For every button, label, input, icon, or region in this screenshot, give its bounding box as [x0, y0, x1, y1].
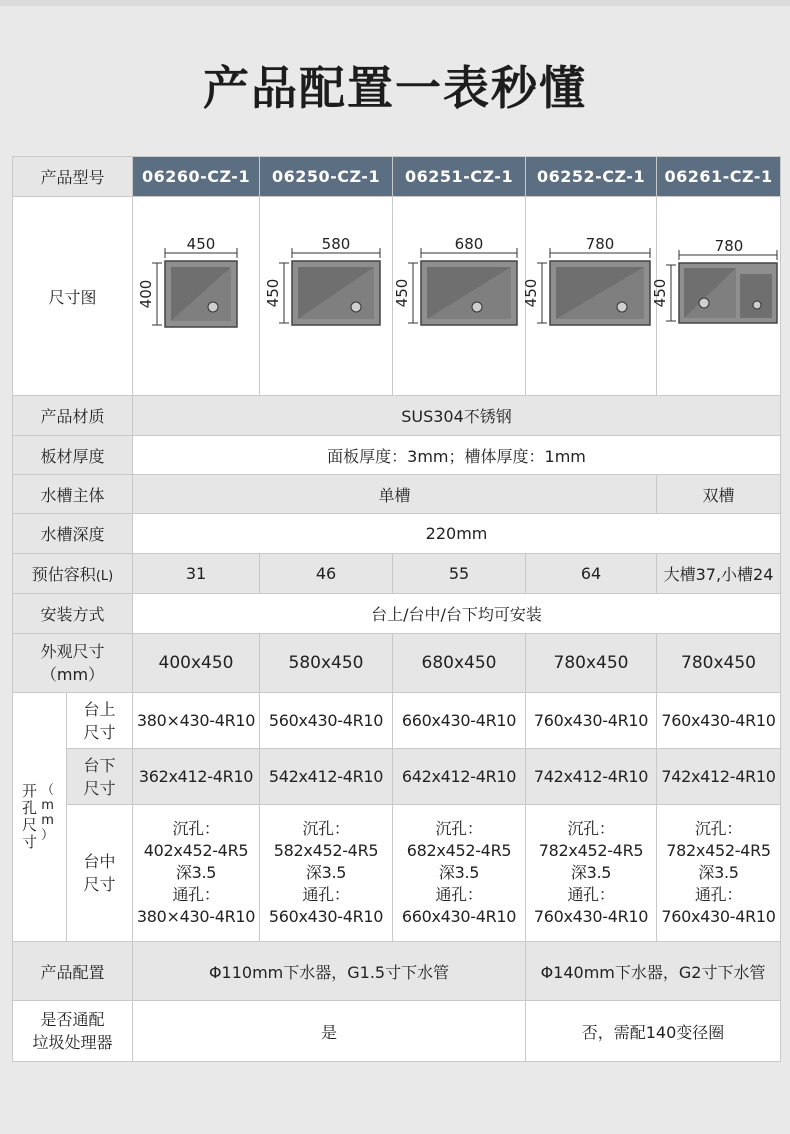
- outer-size-3: 780x450: [526, 634, 657, 693]
- hole-under-4: 742x412-4R10: [657, 749, 781, 805]
- label-hole-top: 台上 尺寸: [67, 693, 133, 749]
- volume-4: 大槽37,小槽24: [657, 554, 781, 594]
- drawing-height-2: 450: [393, 278, 412, 308]
- row-hole-under: [13, 749, 781, 805]
- top-strip: [0, 0, 790, 6]
- label-drawing: 尺寸图: [13, 197, 133, 396]
- label-hole-flush: 台中 尺寸: [67, 805, 133, 942]
- row-model: [13, 157, 781, 197]
- drawing-height-1: 450: [264, 278, 283, 308]
- outer-size-2: 680x450: [393, 634, 526, 693]
- drawing-cell-3: [522, 197, 657, 396]
- row-install: [13, 594, 781, 634]
- label-hole-unit: （ m m ）: [41, 783, 55, 843]
- drawing-cell-0: [133, 197, 260, 396]
- disposal-b: 否，需配140变径圈: [526, 1001, 781, 1062]
- label-outer-size-l2: （mm）: [40, 665, 105, 684]
- disposal-a: 是: [133, 1001, 526, 1062]
- hole-flush-3: 沉孔： 782x452-4R5 深3.5 通孔： 760x430-4R10: [526, 805, 657, 942]
- hole-top-2: 660x430-4R10: [393, 693, 526, 749]
- depth-value: 220mm: [133, 514, 781, 554]
- model-3: 06252-CZ-1: [526, 157, 657, 197]
- model-4: 06261-CZ-1: [657, 157, 781, 197]
- config-b: Φ140mm下水器，G2寸下水管: [526, 942, 781, 1001]
- hole-flush-1: 沉孔： 582x452-4R5 深3.5 通孔： 560x430-4R10: [260, 805, 393, 942]
- row-thickness: [13, 436, 781, 475]
- label-body: 水槽主体: [13, 475, 133, 514]
- hole-under-0: 362x412-4R10: [133, 749, 260, 805]
- label-install: 安装方式: [13, 594, 133, 634]
- sink-drawing-1: [264, 235, 388, 351]
- sink-drawing-3: [522, 235, 654, 351]
- hole-top-3: 760x430-4R10: [526, 693, 657, 749]
- hole-flush-4: 沉孔： 782x452-4R5 深3.5 通孔： 760x430-4R10: [657, 805, 781, 942]
- drawing-cell-1: [260, 197, 393, 396]
- outer-size-0: 400x450: [133, 634, 260, 693]
- drawing-width-0: 450: [186, 235, 216, 253]
- hole-under-3: 742x412-4R10: [526, 749, 657, 805]
- drawing-width-3: 780: [585, 235, 615, 253]
- label-volume-unit: (L): [95, 569, 114, 584]
- row-body: [13, 475, 781, 514]
- model-2: 06251-CZ-1: [393, 157, 526, 197]
- install-value: 台上/台中/台下均可安装: [133, 594, 781, 634]
- row-hole-flush: [13, 805, 781, 942]
- label-disposal: 是否通配 垃圾处理器: [13, 1001, 133, 1062]
- label-hole-under: 台下 尺寸: [67, 749, 133, 805]
- row-config: [13, 942, 781, 1001]
- hole-top-4: 760x430-4R10: [657, 693, 781, 749]
- label-hole-chars: 开 孔 尺 寸: [22, 782, 38, 851]
- drawing-height-0: 400: [137, 279, 156, 309]
- outer-size-4: 780x450: [657, 634, 781, 693]
- volume-0: 31: [133, 554, 260, 594]
- page-title: 产品配置一表秒懂: [203, 61, 587, 115]
- config-a: Φ110mm下水器，G1.5寸下水管: [133, 942, 526, 1001]
- drawing-width-1: 580: [321, 235, 351, 253]
- drawing-height-3: 450: [522, 278, 541, 308]
- row-hole-top: [13, 693, 781, 749]
- hole-top-0: 380×430-4R10: [133, 693, 260, 749]
- label-outer-size: [13, 634, 133, 693]
- drawing-cell-4: [650, 197, 781, 396]
- spec-table: [12, 156, 781, 1062]
- label-depth: 水槽深度: [13, 514, 133, 554]
- row-volume: [13, 554, 781, 594]
- volume-3: 64: [526, 554, 657, 594]
- volume-2: 55: [393, 554, 526, 594]
- label-hole-size: [13, 693, 67, 942]
- row-disposal: [13, 1001, 781, 1062]
- row-drawing: [13, 197, 781, 396]
- label-volume: [13, 554, 133, 594]
- model-0: 06260-CZ-1: [133, 157, 260, 197]
- row-material: [13, 396, 781, 436]
- label-outer-size-l1: 外观尺寸: [40, 642, 105, 661]
- hole-top-1: 560x430-4R10: [260, 693, 393, 749]
- hole-flush-2: 沉孔： 682x452-4R5 深3.5 通孔： 660x430-4R10: [393, 805, 526, 942]
- drawing-height-4: 450: [650, 278, 669, 308]
- model-1: 06250-CZ-1: [260, 157, 393, 197]
- sink-drawing-0: [137, 235, 255, 351]
- body-double: 双槽: [657, 475, 781, 514]
- outer-size-1: 580x450: [260, 634, 393, 693]
- sink-drawing-2: [393, 235, 521, 351]
- label-model: 产品型号: [13, 157, 133, 197]
- label-thickness: 板材厚度: [13, 436, 133, 475]
- hole-under-1: 542x412-4R10: [260, 749, 393, 805]
- thickness-value: 面板厚度：3mm；槽体厚度：1mm: [133, 436, 781, 475]
- hole-flush-0: 沉孔： 402x452-4R5 深3.5 通孔： 380×430-4R10: [133, 805, 260, 942]
- drawing-cell-2: [393, 197, 526, 396]
- material-value: SUS304不锈钢: [133, 396, 781, 436]
- row-depth: [13, 514, 781, 554]
- sink-drawing-4: [650, 237, 779, 351]
- volume-1: 46: [260, 554, 393, 594]
- hole-under-2: 642x412-4R10: [393, 749, 526, 805]
- row-outer-size: [13, 634, 781, 693]
- label-material: 产品材质: [13, 396, 133, 436]
- label-volume-text: 预估容积: [31, 565, 96, 584]
- body-single: 单槽: [133, 475, 657, 514]
- drawing-width-4: 780: [714, 237, 743, 255]
- label-config: 产品配置: [13, 942, 133, 1001]
- drawing-width-2: 680: [454, 235, 484, 253]
